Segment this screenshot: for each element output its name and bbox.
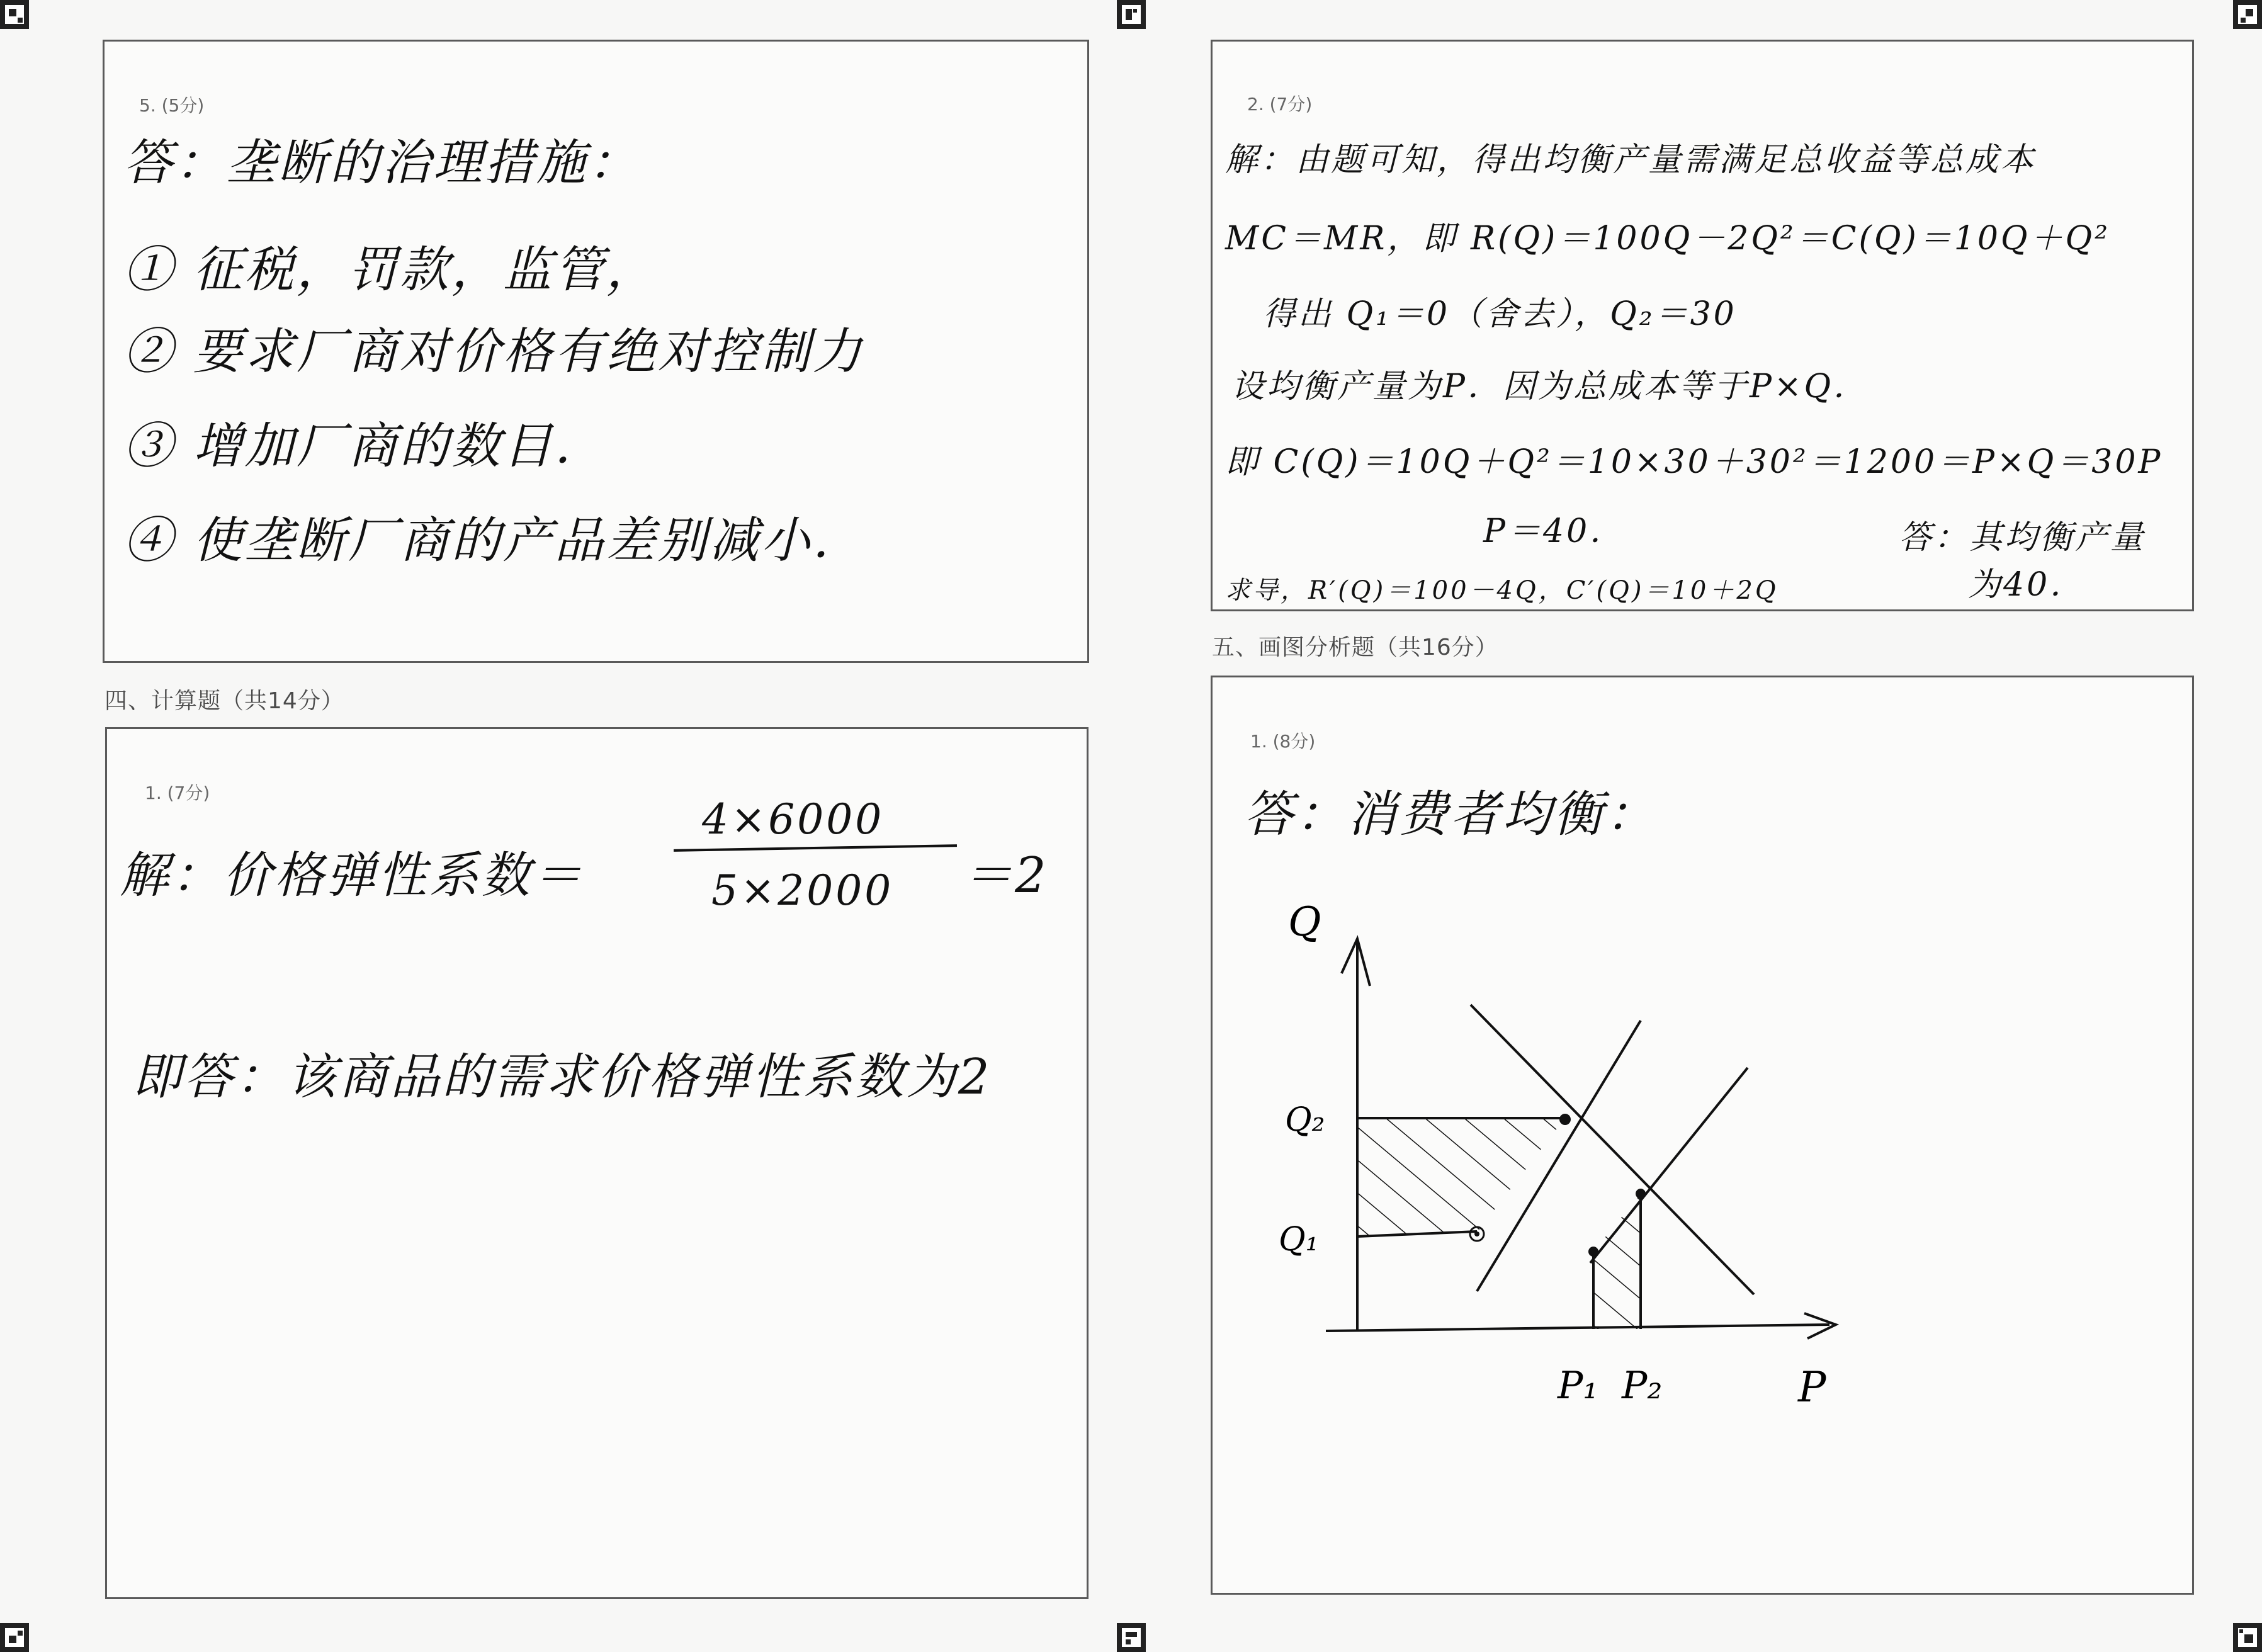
handwritten-line-3: 得出 Q₁＝0（舍去），Q₂＝30 bbox=[1263, 295, 1737, 333]
handwritten-line-4: ③ 增加厂商的数目． bbox=[123, 418, 606, 475]
fraction-denominator: 5×2000 bbox=[711, 866, 894, 915]
fraction-result: ＝2 bbox=[963, 847, 1049, 904]
registration-marker-top-left bbox=[0, 0, 29, 29]
handwritten-line-5: ④ 使垄断厂商的产品差别减小． bbox=[123, 512, 864, 569]
x-axis bbox=[1326, 1325, 1829, 1331]
registration-marker-bottom-left bbox=[0, 1623, 29, 1652]
registration-marker-bottom-right bbox=[2233, 1623, 2262, 1652]
section-title-calculation: 四、计算题（共14分） bbox=[105, 688, 344, 714]
handwritten-line-3: ② 要求厂商对价格有绝对控制力 bbox=[123, 324, 864, 380]
handwritten-conclusion: 即答：该商品的需求价格弹性系数为2 bbox=[132, 1049, 992, 1106]
answer-box-graph1 bbox=[1211, 676, 2194, 1595]
handwritten-line-2: MC＝MR，即 R(Q)＝100Q－2Q²＝C(Q)＝10Q＋Q² bbox=[1225, 220, 2111, 257]
supply-curve-2 bbox=[1590, 1068, 1748, 1263]
equilibrium-point-q1-center bbox=[1474, 1231, 1479, 1236]
handwritten-line-1: 解：由题可知，得出均衡产量需满足总收益等总成本 bbox=[1225, 141, 2037, 179]
tick-label-q1: Q₁ bbox=[1279, 1221, 1319, 1259]
answer-box-calc1 bbox=[105, 727, 1089, 1599]
handwritten-line-1: 答：垄断的治理措施： bbox=[123, 135, 640, 191]
point-p2 bbox=[1636, 1189, 1646, 1199]
registration-marker-top-right bbox=[2233, 0, 2262, 29]
question-label: 1. (8分) bbox=[1250, 731, 1316, 752]
y-axis-label: Q bbox=[1288, 899, 1321, 946]
y-axis-arrow bbox=[1342, 939, 1370, 986]
tick-label-p2: P₂ bbox=[1622, 1364, 1663, 1408]
tick-label-q2: Q₂ bbox=[1285, 1101, 1325, 1139]
handwritten-answer: 答：消费者均衡： bbox=[1244, 786, 1658, 843]
answer-box-q5 bbox=[103, 40, 1089, 663]
handwritten-elasticity-formula: 解：价格弹性系数＝ bbox=[120, 847, 585, 904]
handwritten-line-6: P＝40． bbox=[1483, 512, 1626, 550]
handwritten-answer-1: 答：其均衡产量 bbox=[1899, 519, 2146, 557]
registration-marker-top-center bbox=[1117, 0, 1146, 29]
handwritten-line-4: 设均衡产量为P．因为总成本等于P×Q． bbox=[1231, 368, 1869, 405]
shaded-region-producer bbox=[1593, 1194, 1641, 1329]
handwritten-line-5: 即 C(Q)＝10Q＋Q²＝10×30＋30²＝1200＝P×Q＝30P bbox=[1225, 443, 2163, 481]
shaded-region-consumer bbox=[1357, 1118, 1565, 1236]
x-axis-label: P bbox=[1798, 1363, 1826, 1412]
handwritten-answer-2: 为40． bbox=[1968, 566, 2086, 604]
answer-box-calc2 bbox=[1211, 40, 2194, 611]
handwritten-line-7: 求导，R′(Q)＝100－4Q，C′(Q)＝10＋2Q bbox=[1225, 576, 1778, 605]
fraction-bar bbox=[674, 844, 957, 852]
hand-drawn-graph bbox=[1213, 677, 2192, 1593]
question-label: 2. (7分) bbox=[1247, 94, 1313, 115]
question-label: 1. (7分) bbox=[145, 783, 210, 803]
tick-label-p1: P₁ bbox=[1558, 1364, 1598, 1408]
question-label: 5. (5分) bbox=[139, 95, 205, 116]
registration-marker-bottom-center bbox=[1117, 1623, 1146, 1652]
section-title-graph-analysis: 五、画图分析题（共16分） bbox=[1212, 635, 1498, 660]
handwritten-line-2: ① 征税，罚款，监管， bbox=[123, 242, 658, 298]
fraction-numerator: 4×6000 bbox=[702, 795, 885, 844]
point-p1 bbox=[1588, 1247, 1598, 1257]
equilibrium-point-q2 bbox=[1559, 1114, 1571, 1125]
